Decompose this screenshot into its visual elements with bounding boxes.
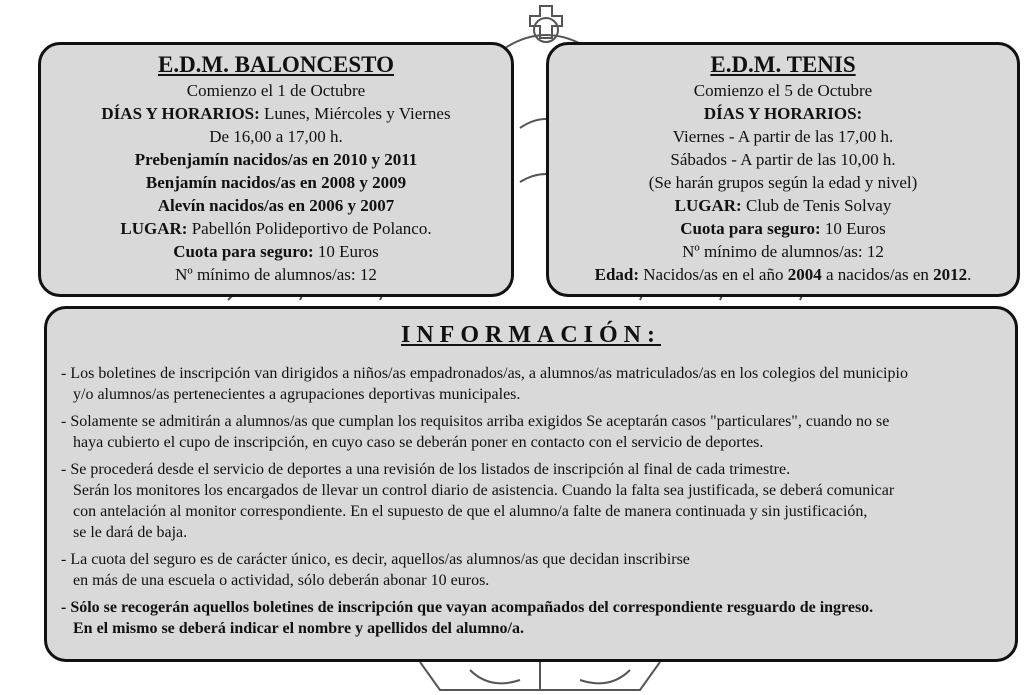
tenis-min-students: Nº mínimo de alumnos/as: 12 xyxy=(682,242,884,261)
tenis-start: Comienzo el 5 de Octubre xyxy=(693,81,873,100)
tenis-age-text-1: Nacidos/as en el año xyxy=(643,265,784,284)
tenis-place xyxy=(549,194,1017,217)
tenis-fee xyxy=(549,217,1017,240)
tenis-fee-label: Cuota para seguro: xyxy=(680,219,821,238)
tenis-title: E.D.M. TENIS xyxy=(710,52,856,77)
baloncesto-start: Comienzo el 1 de Octubre xyxy=(186,81,366,100)
info-line: en más de una escuela o actividad, sólo deberán abonar 10 euros. xyxy=(73,572,490,589)
tenis-place-label: LUGAR: xyxy=(674,196,742,215)
info-line: - Se procederá desde el servicio de deportes a una revisión de los listados de inscripción al final de cada trimestre. xyxy=(61,461,791,478)
tenis-fee-value: 10 Euros xyxy=(824,219,886,238)
baloncesto-card xyxy=(38,42,514,297)
baloncesto-schedule-time: De 16,00 a 17,00 h. xyxy=(209,127,343,146)
info-paragraph-eligibility xyxy=(47,363,1015,405)
info-paragraph-admission xyxy=(47,411,1015,453)
baloncesto-place xyxy=(41,217,511,240)
info-line: En el mismo se deberá indicar el nombre y apellidos del alumno/a. xyxy=(73,620,524,637)
tenis-age-label: Edad: xyxy=(594,265,640,284)
baloncesto-category-prebenjamin: Prebenjamín nacidos/as en 2010 y 2011 xyxy=(134,150,418,169)
info-paragraph-fee xyxy=(47,549,1015,591)
baloncesto-schedule-label: DÍAS Y HORARIOS: xyxy=(101,104,260,123)
tenis-schedule-saturday: Sábados - A partir de las 10,00 h. xyxy=(670,150,896,169)
baloncesto-schedule-days: Lunes, Miércoles y Viernes xyxy=(264,104,451,123)
tenis-age-end: . xyxy=(967,265,972,284)
baloncesto-fee-label: Cuota para seguro: xyxy=(173,242,314,261)
info-paragraph-review xyxy=(47,459,1015,543)
baloncesto-fee xyxy=(41,240,511,263)
baloncesto-fee-value: 10 Euros xyxy=(317,242,379,261)
tenis-schedule-friday: Viernes - A partir de las 17,00 h. xyxy=(672,127,894,146)
baloncesto-min-students: Nº mínimo de alumnos/as: 12 xyxy=(175,265,377,284)
info-line: haya cubierto el cupo de inscripción, en cuyo caso se deberán poner en contacto con el servicio de deportes. xyxy=(73,434,764,451)
info-line: Serán los monitores los encargados de llevar un control diario de asistencia. Cuando la falta sea justificada, se deberá comunicar xyxy=(73,482,895,499)
tenis-age xyxy=(549,263,1017,286)
info-paragraph-receipt xyxy=(47,597,1015,639)
info-line: y/o alumnos/as pertenecientes a agrupaciones deportivas municipales. xyxy=(73,386,521,403)
informacion-box xyxy=(44,306,1018,662)
info-line: se le dará de baja. xyxy=(73,524,188,541)
tenis-age-year-1: 2004 xyxy=(787,265,822,284)
tenis-card xyxy=(546,42,1020,297)
info-line: - Sólo se recogerán aquellos boletines de inscripción que vayan acompañados del correspondiente resguardo de ingreso. xyxy=(61,599,874,616)
info-line: - Los boletines de inscripción van dirigidos a niños/as empadronados/as, a alumnos/as matriculados/as en los colegios del municipio xyxy=(61,365,908,382)
baloncesto-category-benjamin: Benjamín nacidos/as en 2008 y 2009 xyxy=(145,173,407,192)
baloncesto-category-alevin: Alevín nacidos/as en 2006 y 2007 xyxy=(157,196,395,215)
info-line: - La cuota del seguro es de carácter único, es decir, aquellos/as alumnos/as que decidan inscribirse xyxy=(61,551,690,568)
baloncesto-place-label: LUGAR: xyxy=(120,219,188,238)
baloncesto-place-value: Pabellón Polideportivo de Polanco. xyxy=(191,219,432,238)
informacion-title: INFORMACIÓN: xyxy=(401,322,661,348)
tenis-age-year-2: 2012 xyxy=(933,265,968,284)
info-line: - Solamente se admitirán a alumnos/as que cumplan los requisitos arriba exigidos Se aceptarán casos "particulares", cuando no se xyxy=(61,413,890,430)
tenis-age-text-2: a nacidos/as en xyxy=(825,265,929,284)
baloncesto-title: E.D.M. BALONCESTO xyxy=(157,52,394,77)
tenis-place-value: Club de Tenis Solvay xyxy=(745,196,892,215)
tenis-schedule-groups: (Se harán grupos según la edad y nivel) xyxy=(648,173,918,192)
info-line: con antelación al monitor correspondiente. En el supuesto de que el alumno/a falte de manera continuada y sin justificación, xyxy=(73,503,868,520)
tenis-schedule-label: DÍAS Y HORARIOS: xyxy=(703,104,863,123)
baloncesto-schedule xyxy=(41,102,511,125)
